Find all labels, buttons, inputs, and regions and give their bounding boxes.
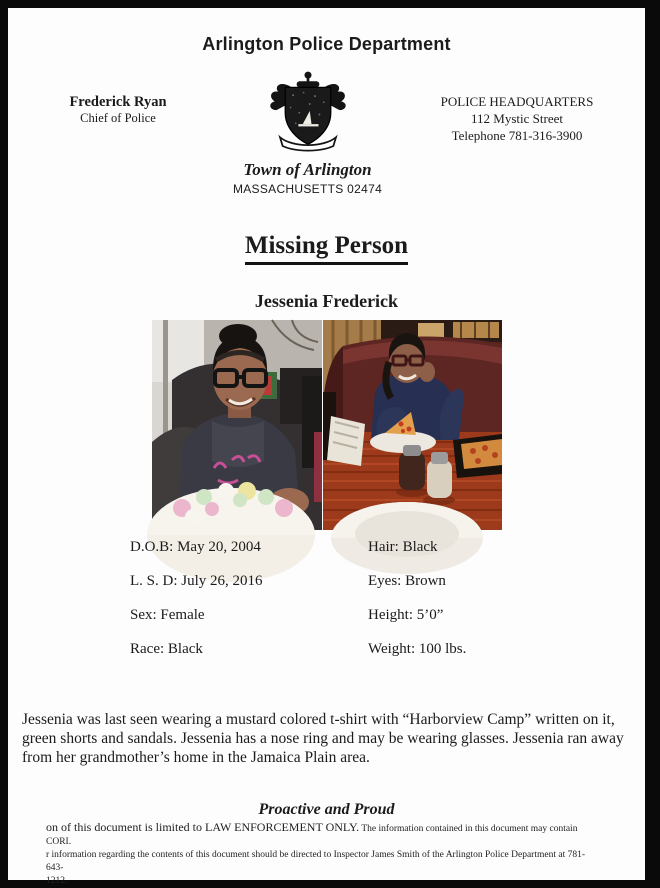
headquarters-block xyxy=(417,69,617,144)
detail-weight: Weight: 100 lbs. xyxy=(368,641,467,657)
detail-eyes: Eyes: Brown xyxy=(368,573,446,589)
restriction-notice xyxy=(46,820,601,886)
person-name: Jessenia Frederick xyxy=(254,291,399,311)
restriction-line2: r information regarding the contents of this document should be directed to Inspector James Smith of the Arlington Police Department at 781-643- xyxy=(46,850,585,873)
photo-strip xyxy=(8,320,645,530)
detail-height: Height: 5’0” xyxy=(368,607,444,623)
seal-town-name: Town of Arlington xyxy=(243,160,372,179)
detail-sex: Sex: Female xyxy=(130,607,205,623)
seal-state-zip: MASSACHUSETTS 02474 xyxy=(232,182,383,196)
headquarters-line2: 112 Mystic Street xyxy=(471,111,563,127)
page-title: Arlington Police Department xyxy=(202,34,451,54)
detail-hair: Hair: Black xyxy=(368,539,438,555)
restriction-line1: on of this document is limited to LAW ENFORCEMENT ONLY. The information contained in this document may contain CORI. xyxy=(46,820,578,847)
motto: Proactive and Proud xyxy=(258,801,395,818)
description-paragraph: Jessenia was last seen wearing a mustard colored t-shirt with “Harborview Camp” written on it, green shorts and sandals. Jessenia has a nose ring and may be wearing glasses. Jessenia ran away from her grandmother’s home in the Jamaica Plain area. xyxy=(22,711,624,766)
chief-block xyxy=(38,69,198,127)
chief-title: Chief of Police xyxy=(80,111,156,126)
missing-person-heading: Missing Person xyxy=(8,232,645,265)
photo-restaurant xyxy=(323,320,502,530)
headquarters-line3: Telephone 781-316-3900 xyxy=(451,128,583,144)
headquarters-line1: POLICE HEADQUARTERS xyxy=(440,94,594,109)
letterhead xyxy=(8,69,645,196)
detail-last-seen-date: L. S. D: July 26, 2016 xyxy=(130,573,263,589)
photo-home-cake xyxy=(152,320,322,530)
restriction-line3-clipped: 1212. xyxy=(46,876,68,886)
detail-dob: D.O.B: May 20, 2004 xyxy=(130,539,261,555)
detail-race: Race: Black xyxy=(130,641,203,657)
seal-block xyxy=(213,69,403,196)
town-of-arlington-seal-icon xyxy=(264,140,352,157)
chief-name: Frederick Ryan xyxy=(69,94,167,110)
flyer-page xyxy=(8,8,645,886)
